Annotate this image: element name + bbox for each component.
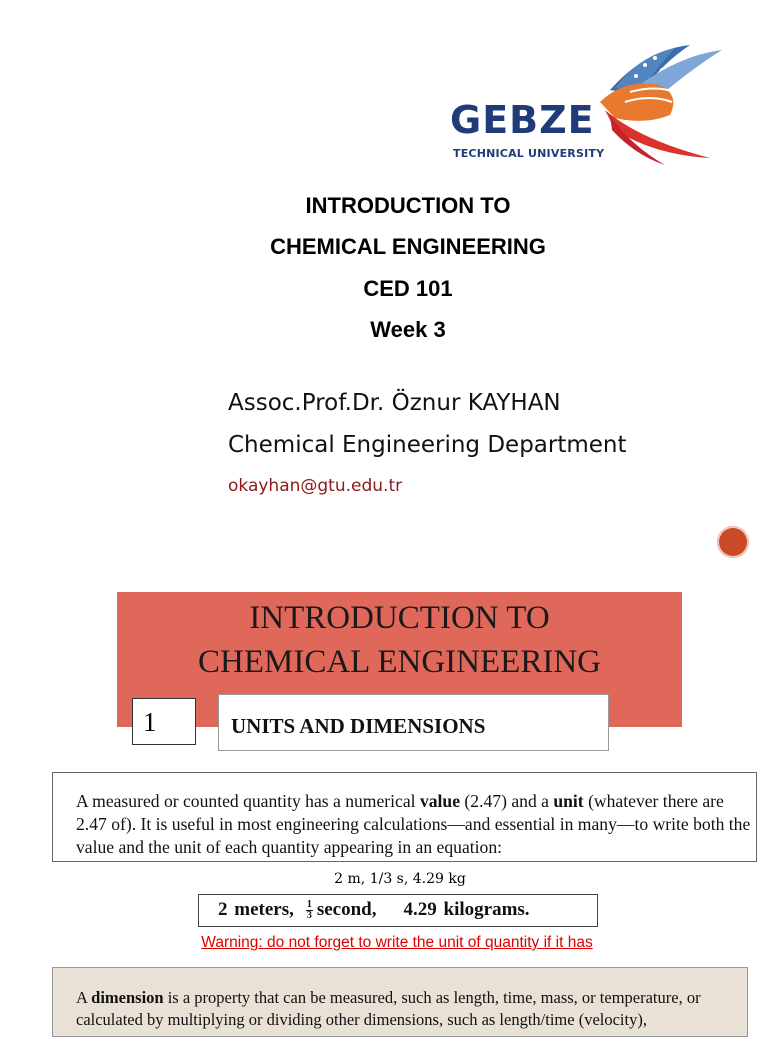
course-title-line1: INTRODUCTION TO	[305, 193, 511, 218]
example-inline: 2 m, 1/3 s, 4.29 kg	[334, 871, 466, 887]
fraction-numerator: 1	[306, 899, 312, 911]
fraction-denominator: 3	[306, 910, 312, 922]
definition-part: (2.47) and a	[460, 791, 554, 811]
dimension-text	[76, 987, 746, 1031]
logo-wordmark: GEBZE	[450, 98, 595, 142]
example-item: 4.29 kilograms.	[403, 899, 530, 920]
chapter-band-title	[117, 596, 682, 684]
instructor-department: Chemical Engineering Department	[228, 432, 627, 458]
logo-star	[643, 63, 647, 67]
example-item: 2 meters,	[218, 899, 294, 920]
definition-part: A measured or counted quantity has a numerical	[76, 791, 420, 811]
logo-subtitle: TECHNICAL UNIVERSITY	[453, 147, 605, 160]
definition-part: (whatever there are 2.47 of). It is useful in most engineering calculations—and essential in many—to write both the value and the unit of each quantity appearing in an equation:	[76, 791, 751, 857]
dimension-bold: dimension	[91, 988, 164, 1007]
course-title-line2: CHEMICAL ENGINEERING	[270, 234, 546, 259]
example-units	[218, 899, 530, 921]
course-code: CED 101	[363, 276, 453, 301]
week-label: Week 3	[370, 317, 446, 342]
band-title-line2: CHEMICAL ENGINEERING	[198, 644, 601, 680]
definition-bold-value: value	[419, 791, 461, 811]
band-title-line1: INTRODUCTION TO	[249, 600, 550, 636]
logo-star	[634, 74, 638, 78]
chapter-number: 1	[132, 698, 196, 745]
logo-star	[653, 56, 657, 60]
fraction	[306, 900, 313, 921]
slide-marker-icon	[717, 526, 749, 558]
definition-bold-unit: unit	[553, 791, 584, 811]
dimension-part: is a property that can be measured, such as length, time, mass, or temperature, or calculated by multiplying or dividing other dimensions, such as length/time (velocity),	[76, 988, 701, 1029]
instructor-email[interactable]: okayhan@gtu.edu.tr	[228, 476, 403, 496]
instructor-name: Assoc.Prof.Dr. Öznur KAYHAN	[228, 390, 561, 416]
warning-text: Warning: do not forget to write the unit of quantity if it has	[201, 934, 593, 951]
chapter-title: UNITS AND DIMENSIONS	[231, 714, 486, 738]
definition-text	[76, 790, 756, 859]
dimension-part: A	[76, 988, 92, 1007]
example-item: second,	[316, 899, 377, 920]
